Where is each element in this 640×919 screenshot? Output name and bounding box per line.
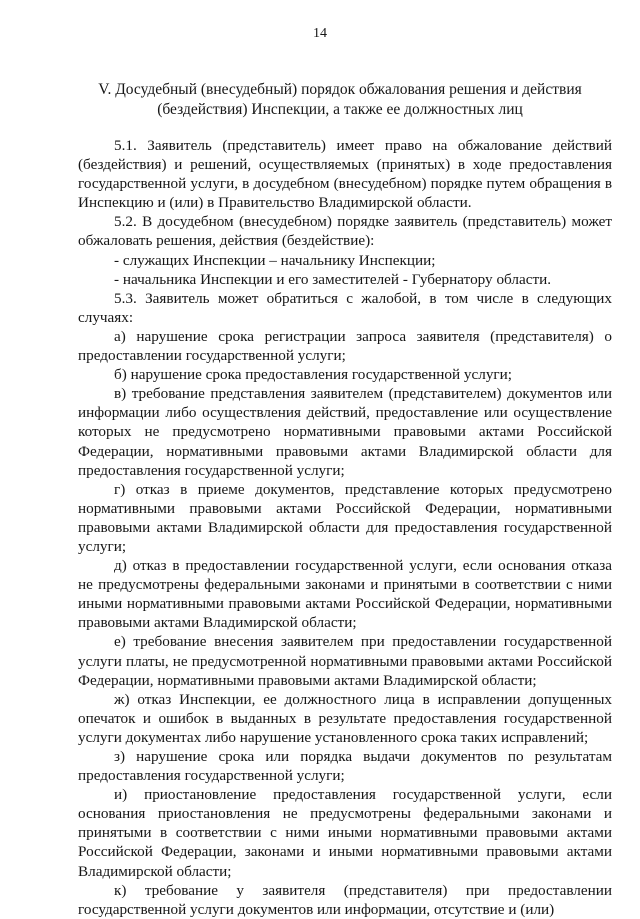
section-heading-line-1: V. Досудебный (внесудебный) порядок обжалования решения и действия <box>98 81 582 98</box>
paragraph-5-2: 5.2. В досудебном (внесудебном) порядке заявитель (представитель) может обжаловать решения, действия (бездействие): <box>78 213 612 250</box>
case-i: и) приостановление предоставления государственной услуги, если основания приостановления не предусмотрены федеральными законами и принятыми в соответствии с ними иными нормативными правовыми актами Российской Федерации, законами и иными нормативными правовыми актами Владимирской области; <box>78 786 612 880</box>
case-g: г) отказ в приеме документов, представление которых предусмотрено нормативными правовыми актами Российской Федерации, нормативными правовыми актами Владимирской области для предоставления государственной услуги; <box>78 480 612 555</box>
case-d: д) отказ в предоставлении государственной услуги, если основания отказа не предусмотрены федеральными законами и принятыми в соответствии с ними иными нормативными правовыми актами Российской Федерации, нормативными правовыми актами Владимирской области; <box>78 557 612 632</box>
case-a: а) нарушение срока регистрации запроса заявителя (представителя) о предоставлении государственной услуги; <box>78 327 612 365</box>
list-item-head: - начальника Инспекции и его заместителей - Губернатору области. <box>114 270 552 288</box>
case-b: б) нарушение срока предоставления государственной услуги; <box>114 366 512 384</box>
case-z: з) нарушение срока или порядка выдачи документов по результатам предоставления государственной услуги; <box>78 748 612 785</box>
section-heading <box>60 80 620 120</box>
case-v: в) требование представления заявителем (представителем) документов или информации либо осуществления действий, предоставление или осуществление которых не предусмотрено нормативными правовыми актами Российской Федерации, нормативными правовыми актами Владимирской области для предоставления государственной услуги; <box>78 385 612 479</box>
list-item-employees: - служащих Инспекции – начальнику Инспекции; <box>114 251 436 269</box>
section-heading-line-2: (бездействия) Инспекции, а также ее должностных лиц <box>157 101 523 118</box>
paragraph-5-3: 5.3. Заявитель может обратиться с жалобой, в том числе в следующих случаях: <box>78 289 612 326</box>
case-k: к) требование у заявителя (представителя) при предоставлении государственной услуги документов или информации, отсутствие и (или) <box>78 881 612 918</box>
paragraph-5-1: 5.1. Заявитель (представитель) имеет право на обжалование действий (бездействия) и решений, осуществляемых (принятых) в ходе предоставления государственной услуги, в досудебном (внесудебном) порядке путем обращения в Инспекцию и (или) в Правительство Владимирской области. <box>78 137 612 212</box>
case-zh: ж) отказ Инспекции, ее должностного лица в исправлении допущенных опечаток и ошибок в выданных в результате предоставления государственной услуги документах либо нарушение установленного срока таких исправлений; <box>78 690 612 746</box>
page-number: 14 <box>313 26 327 41</box>
case-e: е) требование внесения заявителем при предоставлении государственной услуги платы, не предусмотренной нормативными правовыми актами Российской Федерации, нормативными правовыми актами Владимирской области; <box>78 633 612 689</box>
body-text <box>78 136 612 919</box>
